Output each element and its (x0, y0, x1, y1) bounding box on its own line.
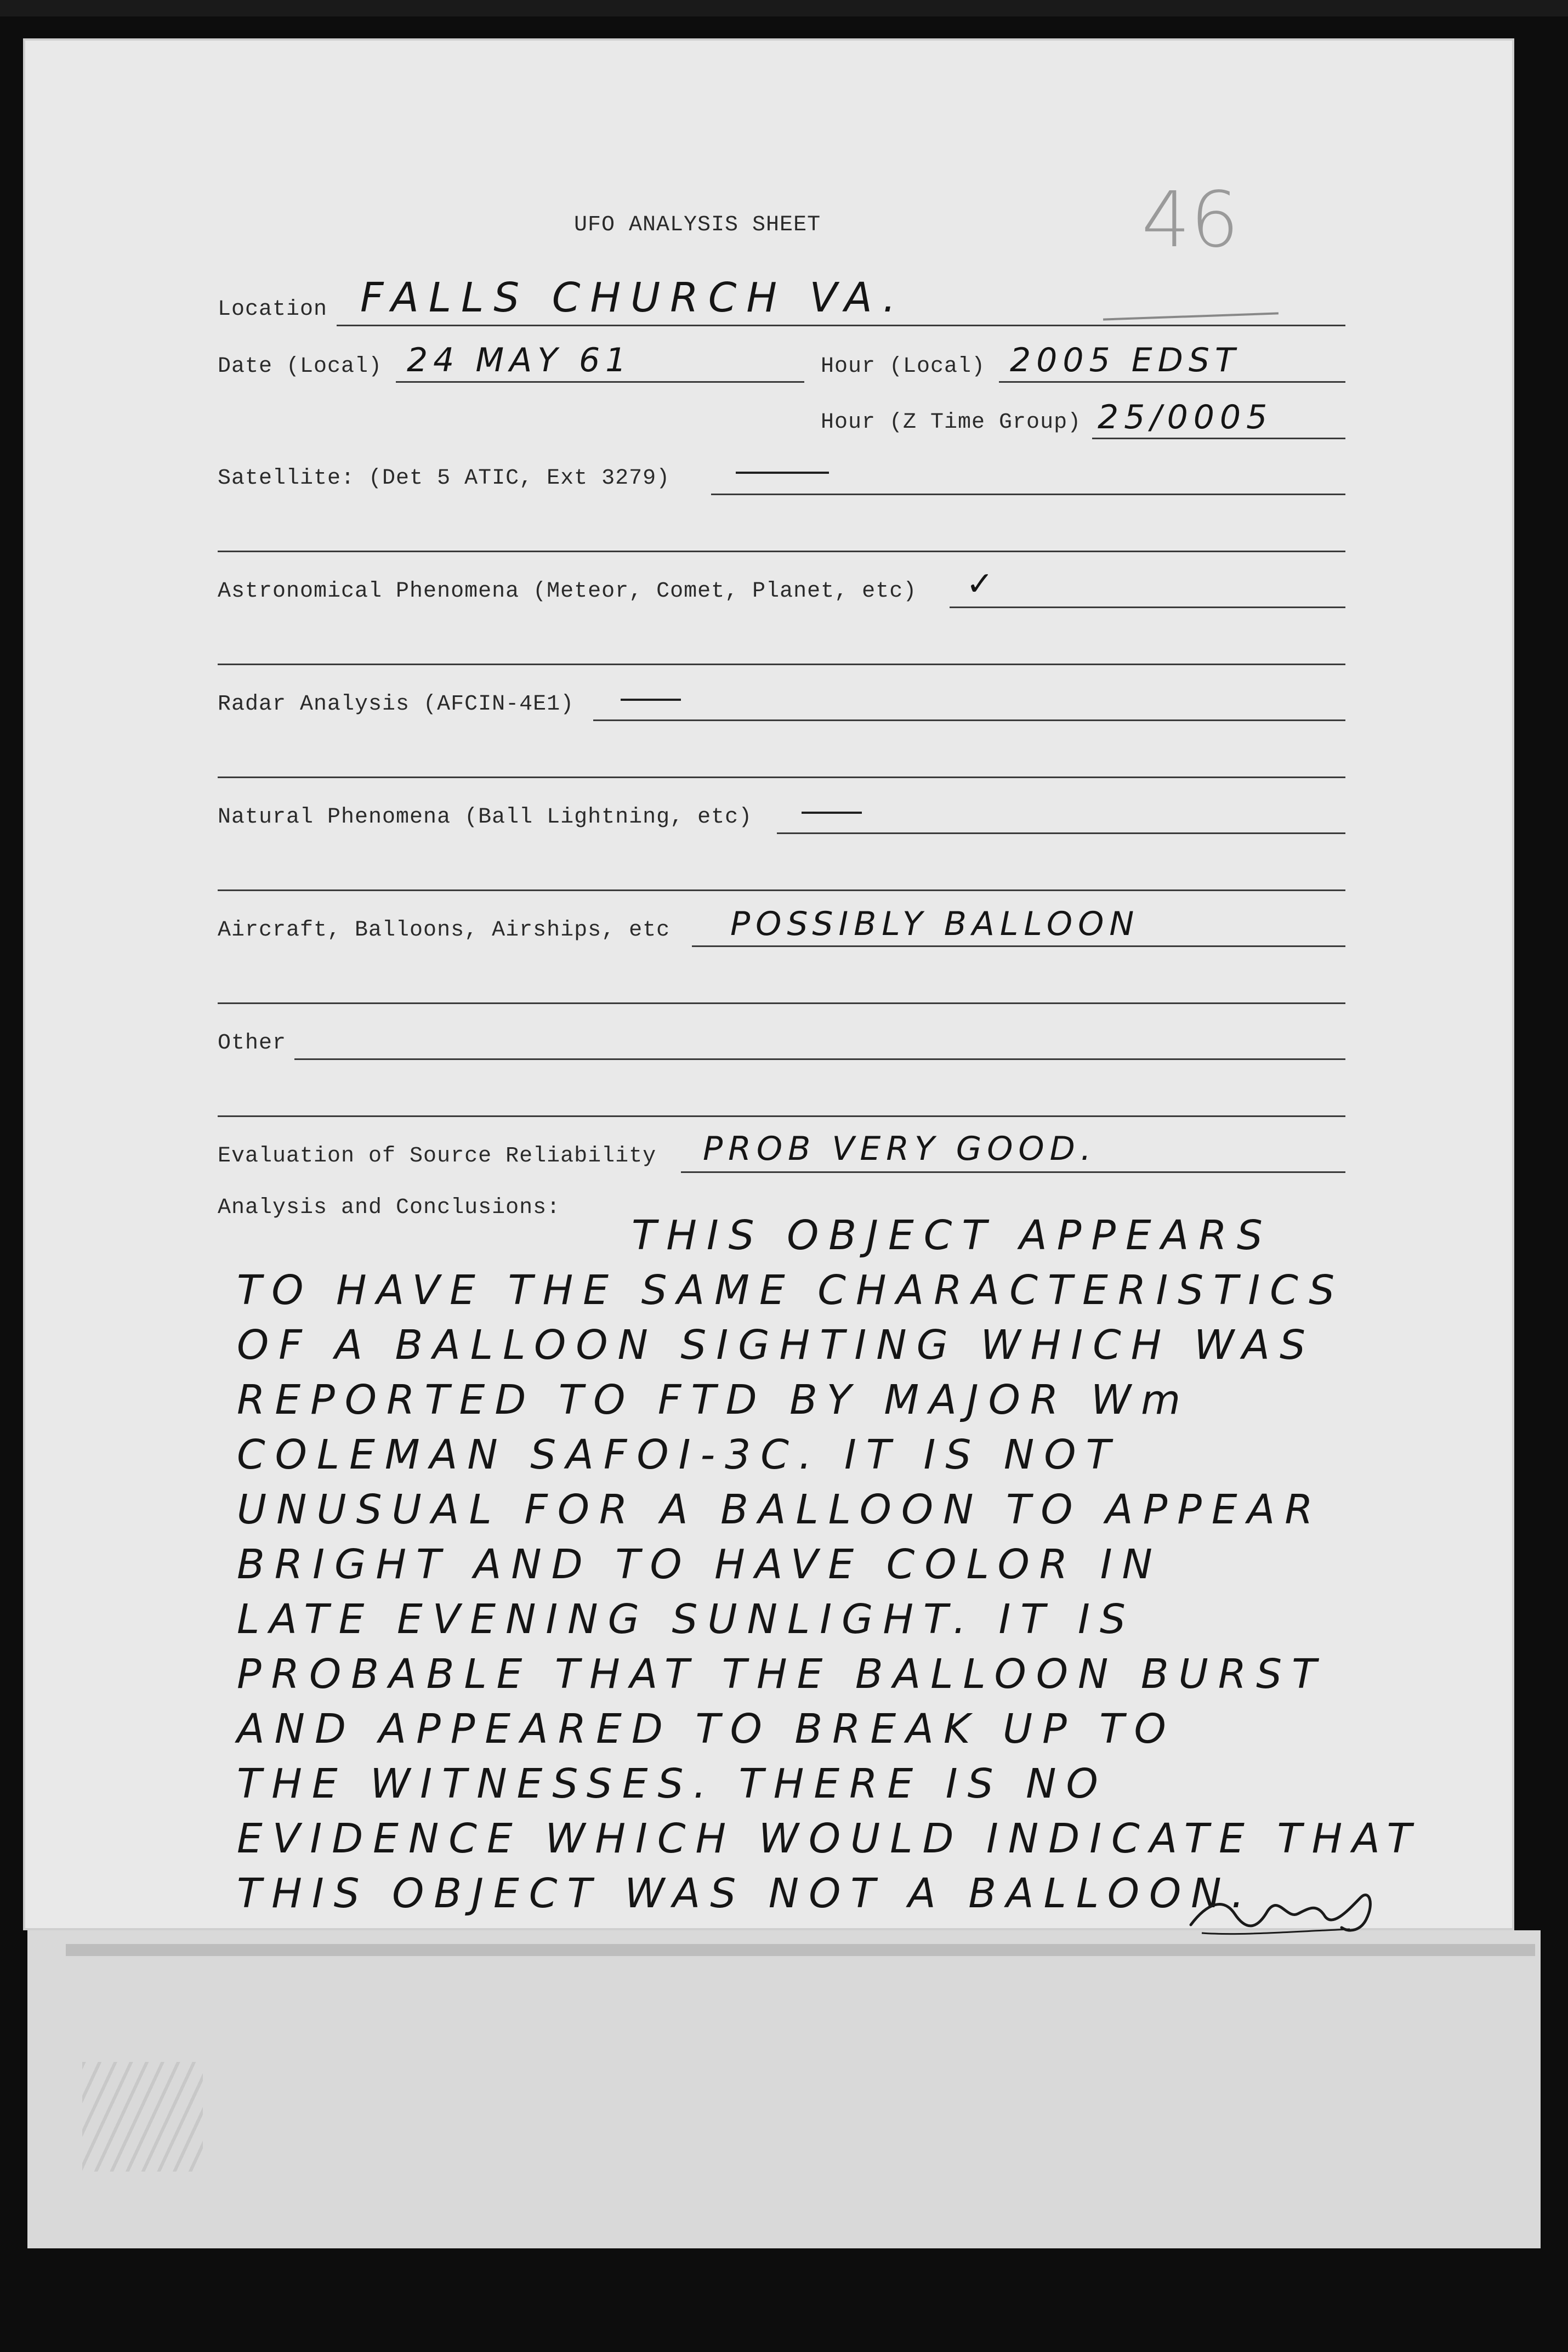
page-number-underline (1103, 312, 1279, 320)
hour-z-value: 25/0005 (1098, 398, 1273, 437)
location-value: FALLS CHURCH VA. (360, 274, 906, 321)
radar-label: Radar Analysis (AFCIN-4E1) (218, 692, 575, 717)
aircraft-line-2 (218, 1002, 1345, 1004)
analysis-label: Analysis and Conclusions: (218, 1195, 561, 1220)
conclusion-line-8: LATE EVENING SUNLIGHT. IT IS (237, 1596, 1135, 1643)
hour-local-label: Hour (Local) (821, 354, 986, 379)
sheet-title: UFO ANALYSIS SHEET (574, 213, 821, 237)
other-line (294, 1058, 1345, 1060)
faint-marks (82, 2062, 203, 2172)
conclusion-line-9: PROBABLE THAT THE BALLOON BURST (237, 1651, 1327, 1698)
natural-dash (802, 812, 862, 814)
date-label: Date (Local) (218, 354, 383, 379)
conclusion-line-12: EVIDENCE WHICH WOULD INDICATE THAT (237, 1815, 1422, 1862)
conclusion-line-2: TO HAVE THE SAME CHARACTERISTICS (237, 1267, 1345, 1314)
satellite-label: Satellite: (Det 5 ATIC, Ext 3279) (218, 466, 671, 491)
other-label: Other (218, 1031, 287, 1056)
conclusion-line-10: AND APPEARED TO BREAK UP TO (237, 1705, 1176, 1753)
satellite-dash (736, 472, 829, 474)
evaluation-value: PROB VERY GOOD. (703, 1130, 1097, 1168)
satellite-line-2 (218, 551, 1345, 552)
evaluation-line (681, 1171, 1345, 1173)
location-label: Location (218, 297, 328, 322)
conclusion-line-7: BRIGHT AND TO HAVE COLOR IN (237, 1541, 1162, 1588)
radar-line-2 (218, 777, 1345, 778)
satellite-line (711, 494, 1345, 495)
analysis-sheet (23, 38, 1514, 1930)
astronomical-check: ✓ (966, 565, 999, 603)
page-number: 46 (1141, 175, 1240, 265)
radar-line (593, 719, 1345, 721)
date-value: 24 MAY 61 (407, 341, 632, 379)
location-line (337, 325, 1345, 326)
aircraft-line (692, 945, 1345, 947)
signature (1185, 1881, 1394, 1941)
astronomical-line-2 (218, 664, 1345, 665)
evaluation-label: Evaluation of Source Reliability (218, 1144, 657, 1169)
conclusion-line-5: COLEMAN SAFOI-3C. IT IS NOT (237, 1431, 1121, 1478)
conclusion-line-13: THIS OBJECT WAS NOT A BALLOON. (237, 1870, 1254, 1917)
conclusion-line-11: THE WITNESSES. THERE IS NO (237, 1760, 1108, 1807)
aircraft-value: POSSIBLY BALLOON (730, 905, 1140, 943)
other-line-2 (218, 1115, 1345, 1117)
backing-board (27, 1930, 1541, 2248)
backing-shadow (66, 1944, 1535, 1956)
aircraft-label: Aircraft, Balloons, Airships, etc (218, 918, 671, 943)
hour-local-line (999, 381, 1345, 383)
astronomical-line (950, 607, 1345, 608)
date-line (396, 381, 804, 383)
hour-z-label: Hour (Z Time Group) (821, 410, 1082, 435)
conclusion-line-6: UNUSUAL FOR A BALLOON TO APPEAR (237, 1486, 1323, 1533)
natural-label: Natural Phenomena (Ball Lightning, etc) (218, 805, 753, 830)
conclusion-line-4: REPORTED TO FTD BY MAJOR Wm (237, 1376, 1191, 1424)
hour-z-line (1092, 438, 1345, 439)
conclusion-line-3: OF A BALLOON SIGHTING WHICH WAS (237, 1322, 1315, 1369)
natural-line (777, 832, 1345, 834)
radar-dash (621, 699, 681, 701)
hour-local-value: 2005 EDST (1010, 341, 1241, 379)
natural-line-2 (218, 889, 1345, 891)
astronomical-label: Astronomical Phenomena (Meteor, Comet, Planet, etc) (218, 579, 917, 604)
scan-edge (0, 0, 1568, 16)
conclusion-line-1: THIS OBJECT APPEARS (632, 1212, 1272, 1259)
